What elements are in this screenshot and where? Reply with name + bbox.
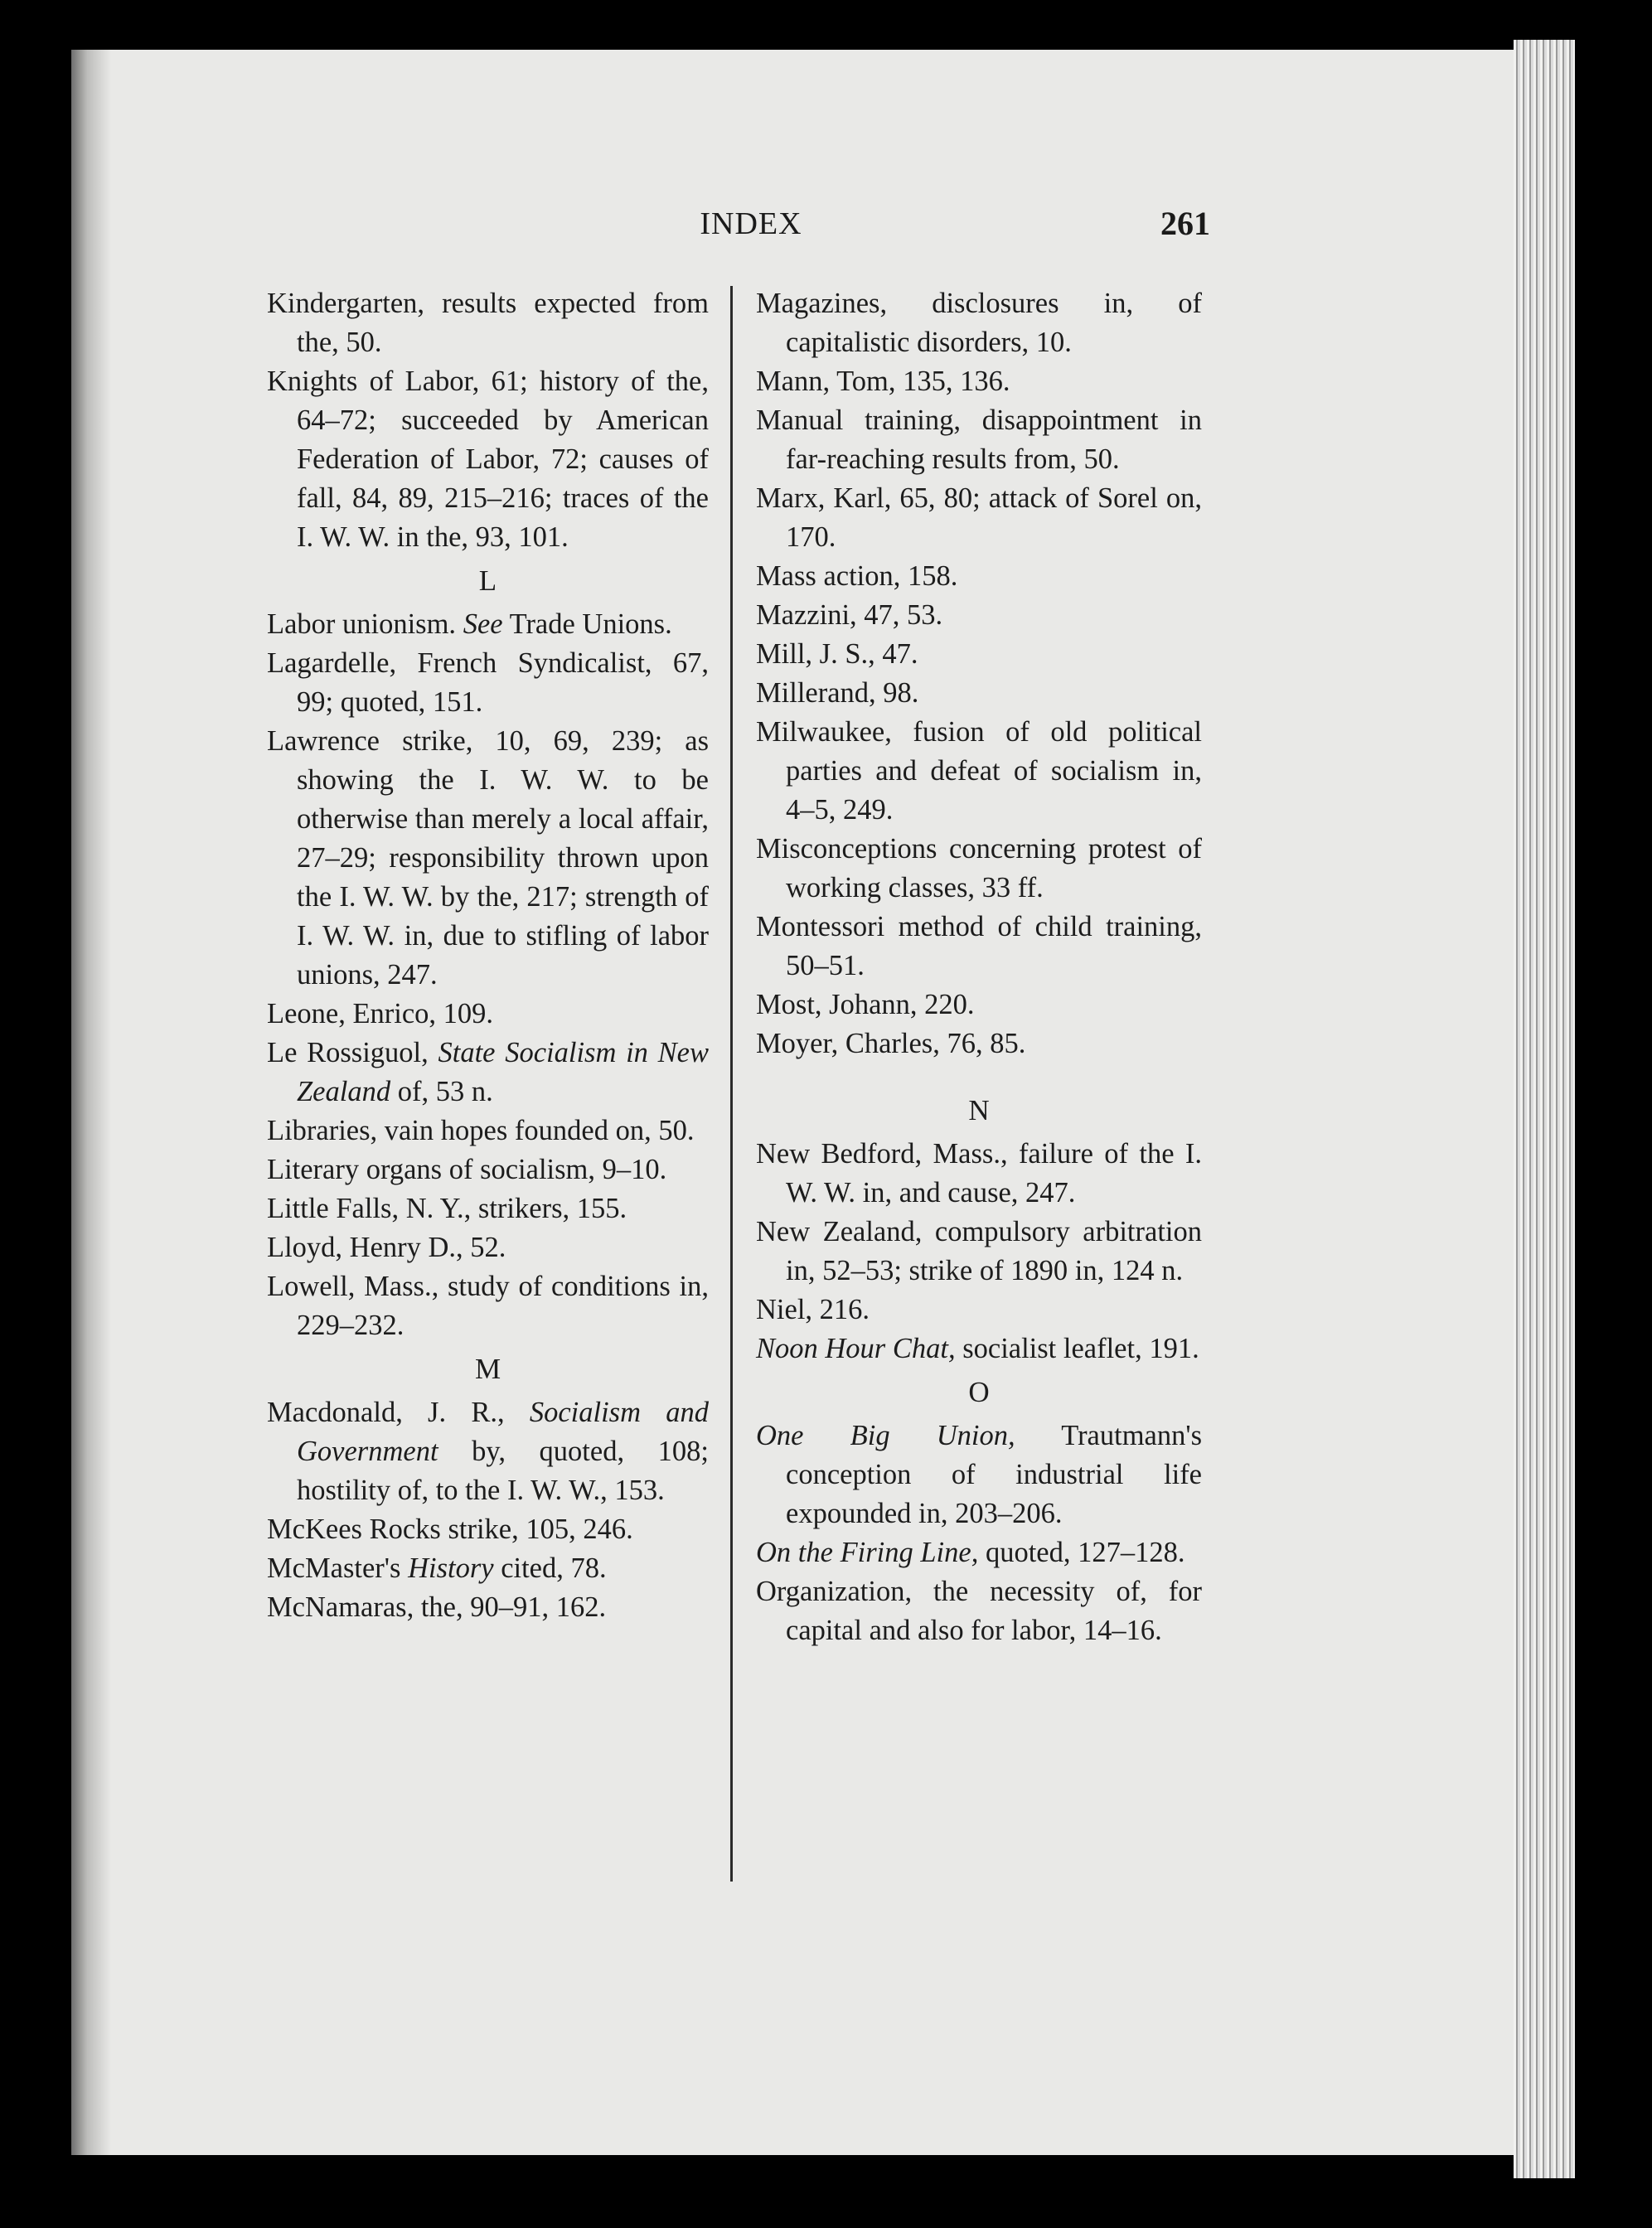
section-letter-n: N	[968, 1094, 990, 1126]
index-entry: Most, Johann, 220.	[756, 989, 975, 1020]
index-entry: Mass action, 158.	[756, 560, 958, 592]
entry-title: State Socialism in New Zealand	[297, 1037, 709, 1107]
entry-title: History	[408, 1552, 494, 1584]
entry-text: quoted, 127–128.	[978, 1537, 1185, 1568]
entry-text: Trautmann's conception of industrial life expounded in, 203–206.	[786, 1420, 1202, 1529]
index-entry: Knights of Labor, 61; history of the, 64–72; succeeded by American Federation of Labor, 72; causes of fall, 84, 89, 215–216; traces of the I. W. W. in the, 93, 101.	[267, 366, 709, 553]
index-entry	[756, 1330, 1202, 1368]
entry-text: Labor unionism.	[267, 608, 463, 640]
index-entry: Millerand, 98.	[756, 677, 919, 709]
running-head	[0, 206, 1652, 255]
index-entry: Mann, Tom, 135, 136.	[756, 366, 1010, 397]
index-entry	[756, 1417, 1202, 1533]
section-letter-l: L	[478, 564, 497, 597]
index-entry: Literary organs of socialism, 9–10.	[267, 1154, 667, 1185]
entry-title: Noon Hour Chat,	[756, 1333, 956, 1364]
index-entry: McNamaras, the, 90–91, 162.	[267, 1591, 607, 1623]
index-entry: Magazines, disclosures in, of capitalistic disorders, 10.	[756, 288, 1202, 358]
index-entry: Lowell, Mass., study of conditions in, 229–232.	[267, 1271, 709, 1341]
index-entry: Organization, the necessity of, for capital and also for labor, 14–16.	[756, 1576, 1202, 1646]
section-letter-m: M	[474, 1353, 501, 1385]
index-entry: Misconceptions concerning protest of working classes, 33 ff.	[756, 833, 1202, 903]
entry-text: of, 53 n.	[390, 1076, 493, 1107]
index-entry: Mill, J. S., 47.	[756, 638, 918, 670]
index-entry: Kindergarten, results expected from the, 50.	[267, 288, 709, 358]
index-entry: Manual training, disappointment in far-reaching results from, 50.	[756, 404, 1202, 475]
entry-see: See	[463, 608, 503, 640]
index-entry: Mazzini, 47, 53.	[756, 599, 943, 631]
page-number: 261	[1160, 205, 1210, 242]
entry-text: by, quoted, 108; hostility of, to the I. W. W., 153.	[297, 1436, 709, 1506]
index-entry: New Bedford, Mass., failure of the I. W. W. in, and cause, 247.	[756, 1138, 1202, 1208]
index-entry	[756, 1533, 1202, 1572]
entry-title: One Big Union,	[756, 1420, 1015, 1451]
index-entry: Niel, 216.	[756, 1294, 870, 1325]
page-gutter-shadow	[71, 50, 111, 2155]
index-column-left	[267, 284, 709, 1627]
section-gap	[756, 1063, 1202, 1087]
index-entry: Little Falls, N. Y., strikers, 155.	[267, 1193, 627, 1224]
entry-text: Trade Unions.	[502, 608, 672, 640]
index-entry	[267, 1549, 709, 1588]
entry-title: On the Firing Line,	[756, 1537, 979, 1568]
entry-text: socialist leaflet, 191.	[955, 1333, 1199, 1364]
index-column-right	[756, 284, 1202, 1650]
section-letter-o: O	[968, 1376, 990, 1408]
index-entry: Milwaukee, fusion of old political parties and defeat of socialism in, 4–5, 249.	[756, 716, 1202, 826]
entry-text: Macdonald, J. R.,	[267, 1397, 530, 1428]
index-entry: Marx, Karl, 65, 80; attack of Sorel on, 170.	[756, 482, 1202, 553]
index-entry: Lawrence strike, 10, 69, 239; as showing the I. W. W. to be otherwise than merely a local affair, 27–29; responsibility thrown upon the I. W. W. by the, 217; strength of I. W. W. in, due to stifling of labor unions, 247.	[267, 725, 709, 990]
index-entry: Montessori method of child training, 50–51.	[756, 911, 1202, 981]
page-edges	[1514, 40, 1575, 2178]
entry-title: Socialism and Government	[297, 1397, 709, 1467]
index-entry: Libraries, vain hopes founded on, 50.	[267, 1115, 695, 1146]
index-entry: Lagardelle, French Syndicalist, 67, 99; quoted, 151.	[267, 647, 709, 718]
index-entry	[267, 1393, 709, 1510]
index-entry	[267, 605, 709, 644]
index-entry: Moyer, Charles, 76, 85.	[756, 1028, 1026, 1059]
column-rule	[730, 286, 733, 1882]
index-entry	[267, 1034, 709, 1112]
index-entry: New Zealand, compulsory arbitration in, 52–53; strike of 1890 in, 124 n.	[756, 1216, 1202, 1286]
index-entry: Leone, Enrico, 109.	[267, 998, 494, 1029]
entry-text: Le Rossiguol,	[267, 1037, 438, 1068]
entry-text: McMaster's	[267, 1552, 409, 1584]
entry-text: cited, 78.	[493, 1552, 607, 1584]
index-entry: Lloyd, Henry D., 52.	[267, 1232, 506, 1263]
index-entry: McKees Rocks strike, 105, 246.	[267, 1514, 633, 1545]
running-head-title: INDEX	[700, 206, 802, 241]
